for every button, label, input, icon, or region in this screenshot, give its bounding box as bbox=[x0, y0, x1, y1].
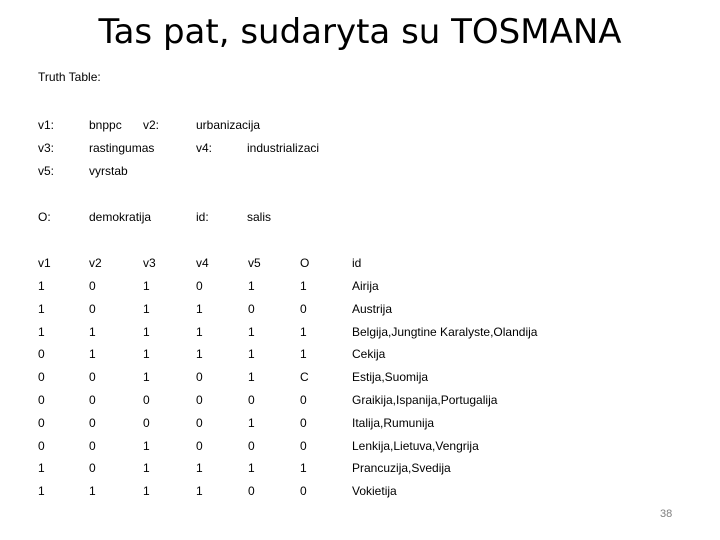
value-cell: 1 bbox=[89, 347, 96, 361]
column-header: v2 bbox=[89, 256, 102, 270]
value-cell: 0 bbox=[38, 416, 45, 430]
value-cell: 1 bbox=[300, 461, 307, 475]
outcome-name: demokratija bbox=[89, 210, 152, 224]
value-cell: 1 bbox=[143, 347, 150, 361]
value-cell: 0 bbox=[38, 393, 45, 407]
column-header: v4 bbox=[196, 256, 209, 270]
var-label: v4: bbox=[196, 141, 213, 155]
value-cell: 1 bbox=[143, 302, 150, 316]
country-cell: Vokietija bbox=[352, 484, 397, 498]
id-name: salis bbox=[247, 210, 272, 224]
value-cell: 1 bbox=[248, 416, 255, 430]
value-cell: 1 bbox=[89, 325, 96, 339]
var-name: vyrstab bbox=[89, 164, 128, 178]
value-cell: 0 bbox=[300, 393, 307, 407]
value-cell: 0 bbox=[300, 416, 307, 430]
value-cell: 1 bbox=[38, 325, 45, 339]
value-cell: 0 bbox=[89, 370, 96, 384]
value-cell: 0 bbox=[300, 439, 307, 453]
value-cell: 0 bbox=[89, 461, 96, 475]
value-cell: 0 bbox=[196, 439, 203, 453]
value-cell: 1 bbox=[89, 484, 96, 498]
country-cell: Airija bbox=[352, 279, 379, 293]
value-cell: 0 bbox=[38, 370, 45, 384]
value-cell: 1 bbox=[38, 279, 45, 293]
country-cell: Italija,Rumunija bbox=[352, 416, 435, 430]
value-cell: 0 bbox=[89, 393, 96, 407]
value-cell: 0 bbox=[38, 347, 45, 361]
var-name: urbanizacija bbox=[196, 118, 261, 132]
slide-title: Tas pat, sudaryta su TOSMANA bbox=[98, 12, 622, 52]
country-cell: Estija,Suomija bbox=[352, 370, 429, 384]
value-cell: 0 bbox=[300, 484, 307, 498]
country-cell: Cekija bbox=[352, 347, 386, 361]
country-cell: Belgija,Jungtine Karalyste,Olandija bbox=[352, 325, 538, 339]
value-cell: 0 bbox=[196, 393, 203, 407]
value-cell: C bbox=[300, 370, 309, 384]
page-number: 38 bbox=[660, 508, 673, 520]
value-cell: 1 bbox=[38, 302, 45, 316]
value-cell: 0 bbox=[89, 439, 96, 453]
value-cell: 0 bbox=[38, 439, 45, 453]
truth-table-heading: Truth Table: bbox=[38, 70, 101, 84]
value-cell: 0 bbox=[143, 393, 150, 407]
value-cell: 1 bbox=[248, 347, 255, 361]
value-cell: 1 bbox=[300, 347, 307, 361]
value-cell: 0 bbox=[89, 279, 96, 293]
var-name: rastingumas bbox=[89, 141, 155, 155]
value-cell: 1 bbox=[143, 370, 150, 384]
column-header: v3 bbox=[143, 256, 156, 270]
value-cell: 0 bbox=[196, 279, 203, 293]
value-cell: 1 bbox=[196, 347, 203, 361]
var-label: v2: bbox=[143, 118, 160, 132]
value-cell: 0 bbox=[143, 416, 150, 430]
country-cell: Lenkija,Lietuva,Vengrija bbox=[352, 439, 479, 453]
value-cell: 0 bbox=[300, 302, 307, 316]
value-cell: 1 bbox=[248, 279, 255, 293]
id-label: id: bbox=[196, 210, 209, 224]
value-cell: 1 bbox=[196, 484, 203, 498]
column-header: v5 bbox=[248, 256, 261, 270]
country-cell: Austrija bbox=[352, 302, 393, 316]
var-name: industrializaci bbox=[247, 141, 320, 155]
value-cell: 1 bbox=[38, 461, 45, 475]
value-cell: 1 bbox=[248, 370, 255, 384]
var-label: v5: bbox=[38, 164, 55, 178]
var-label: v3: bbox=[38, 141, 55, 155]
var-name: bnppc bbox=[89, 118, 122, 132]
value-cell: 1 bbox=[143, 461, 150, 475]
value-cell: 0 bbox=[248, 393, 255, 407]
value-cell: 1 bbox=[38, 484, 45, 498]
value-cell: 1 bbox=[143, 279, 150, 293]
value-cell: 0 bbox=[248, 439, 255, 453]
value-cell: 1 bbox=[248, 325, 255, 339]
value-cell: 0 bbox=[196, 370, 203, 384]
column-header: O bbox=[300, 256, 310, 270]
column-header: v1 bbox=[38, 256, 51, 270]
value-cell: 1 bbox=[143, 484, 150, 498]
value-cell: 0 bbox=[89, 416, 96, 430]
value-cell: 1 bbox=[196, 325, 203, 339]
value-cell: 1 bbox=[143, 439, 150, 453]
value-cell: 0 bbox=[196, 416, 203, 430]
value-cell: 1 bbox=[143, 325, 150, 339]
value-cell: 0 bbox=[248, 484, 255, 498]
value-cell: 1 bbox=[300, 279, 307, 293]
value-cell: 0 bbox=[248, 302, 255, 316]
value-cell: 1 bbox=[248, 461, 255, 475]
value-cell: 0 bbox=[89, 302, 96, 316]
value-cell: 1 bbox=[196, 461, 203, 475]
country-cell: Prancuzija,Svedija bbox=[352, 461, 451, 475]
var-label: v1: bbox=[38, 118, 55, 132]
value-cell: 1 bbox=[196, 302, 203, 316]
country-cell: Graikija,Ispanija,Portugalija bbox=[352, 393, 498, 407]
column-header: id bbox=[352, 256, 362, 270]
value-cell: 1 bbox=[300, 325, 307, 339]
outcome-label: O: bbox=[38, 210, 51, 224]
